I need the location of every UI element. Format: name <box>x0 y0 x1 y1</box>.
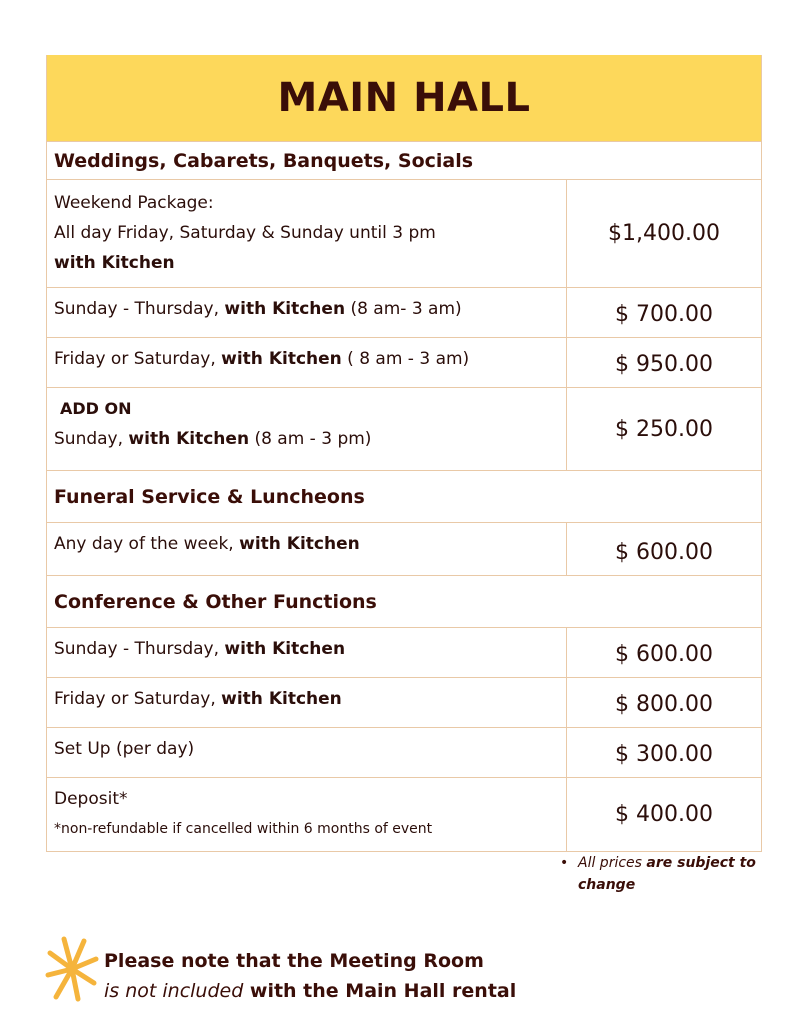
deposit-note: *non-refundable if cancelled within 6 months of event <box>54 821 433 837</box>
row-text-bold: with Kitchen <box>239 534 360 554</box>
row-price: $ 800.00 <box>615 692 713 717</box>
row-text-hours: (8 am- 3 am) <box>345 299 462 319</box>
footer-italic: is not included <box>104 980 244 1002</box>
table-row <box>47 388 761 471</box>
row-text: Set Up (per day) <box>54 739 195 759</box>
table-row <box>47 288 761 338</box>
row-price: $1,400.00 <box>608 221 720 246</box>
row-text: Friday or Saturday, <box>54 689 222 709</box>
row-description <box>47 338 567 387</box>
weekend-kitchen: with Kitchen <box>54 253 175 273</box>
deposit-label: Deposit* <box>54 789 128 809</box>
row-description <box>47 388 567 470</box>
row-description <box>47 180 567 287</box>
row-text-bold: with Kitchen <box>221 689 342 709</box>
row-text-bold: with Kitchen <box>128 429 250 449</box>
row-text: Any day of the week, <box>54 534 240 554</box>
row-text: Sunday - Thursday, <box>54 299 225 319</box>
table-row <box>47 728 761 778</box>
row-description <box>47 728 567 777</box>
row-text-hours: (8 am - 3 pm) <box>249 429 372 449</box>
row-text-bold: with Kitchen <box>221 349 342 369</box>
row-text: Sunday, <box>54 429 129 449</box>
weekend-label: Weekend Package: <box>54 193 214 213</box>
row-price: $ 700.00 <box>615 302 713 327</box>
row-text-bold: with Kitchen <box>224 299 346 319</box>
table-row <box>47 180 761 288</box>
table-row <box>47 338 761 388</box>
star-icon <box>44 935 100 1003</box>
weekend-detail: All day Friday, Saturday & Sunday until 3 pm <box>54 223 436 243</box>
row-text: Friday or Saturday, <box>54 349 222 369</box>
row-description <box>47 628 567 677</box>
row-description <box>47 678 567 727</box>
table-row <box>47 678 761 728</box>
note-italic: All prices <box>578 855 647 871</box>
title-bar <box>47 55 761 142</box>
row-description <box>47 778 567 851</box>
row-text-hours: ( 8 am - 3 am) <box>341 349 470 369</box>
section-funeral: Funeral Service & Luncheons <box>47 471 761 523</box>
bullet-icon: • <box>560 855 569 871</box>
row-price: $ 950.00 <box>615 352 713 377</box>
row-description <box>47 288 567 337</box>
note-bold: are subject to change <box>578 855 756 893</box>
footer-line-1: Please note that the Meeting Room <box>104 950 484 972</box>
pricing-table <box>46 55 762 852</box>
row-price: $ 250.00 <box>615 416 713 442</box>
price-change-note <box>560 852 770 896</box>
page-title: MAIN HALL <box>277 75 531 121</box>
table-row <box>47 628 761 678</box>
meeting-room-note <box>104 946 516 1006</box>
table-row <box>47 778 761 851</box>
row-description <box>47 523 567 575</box>
section-conference: Conference & Other Functions <box>47 576 761 628</box>
row-text: Sunday - Thursday, <box>54 639 225 659</box>
addon-label: ADD ON <box>60 399 132 418</box>
section-weddings: Weddings, Cabarets, Banquets, Socials <box>47 142 761 180</box>
row-text-bold: with Kitchen <box>224 639 346 659</box>
row-price: $ 300.00 <box>615 742 713 767</box>
row-price: $ 600.00 <box>615 539 713 565</box>
row-price: $ 600.00 <box>615 642 713 667</box>
table-row <box>47 523 761 576</box>
row-price: $ 400.00 <box>615 802 713 827</box>
footer-bold: with the Main Hall rental <box>243 980 517 1002</box>
